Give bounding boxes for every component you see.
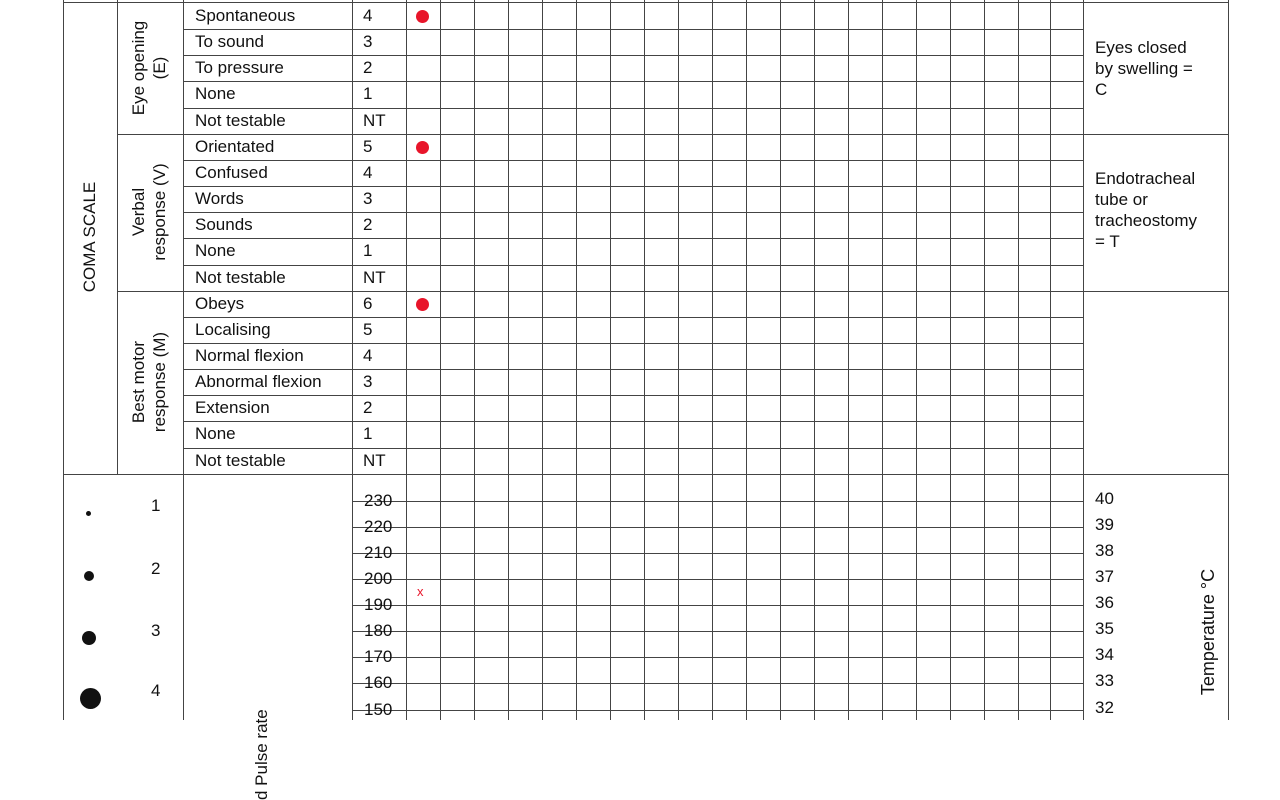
criterion-label: Sounds xyxy=(195,215,253,235)
score-value: 3 xyxy=(363,189,373,209)
pulse-tick-label: 230 xyxy=(364,490,393,510)
note-line: tracheostomy xyxy=(1095,210,1198,230)
temperature-tick-label: 39 xyxy=(1095,514,1114,534)
row-line xyxy=(183,448,1083,449)
criterion-label: None xyxy=(195,84,236,104)
section-label-line: Verbal xyxy=(129,188,148,237)
criterion-label: Not testable xyxy=(195,450,286,470)
row-line xyxy=(183,421,1083,422)
temperature-tick-label: 33 xyxy=(1095,671,1114,691)
row-line xyxy=(183,186,1083,187)
score-value: 2 xyxy=(363,215,373,235)
section-label xyxy=(128,262,172,502)
frame-line xyxy=(63,474,1228,475)
section-label-line: (E) xyxy=(150,57,169,80)
pulse-tick-label: 180 xyxy=(364,621,393,641)
pulse-tick-label: 200 xyxy=(364,569,393,588)
note-line: tube or xyxy=(1095,189,1148,209)
criterion-label: None xyxy=(195,241,236,261)
temperature-tick-label: 36 xyxy=(1095,593,1114,613)
section-label-line: response (M) xyxy=(150,332,169,433)
note-line: Endotracheal xyxy=(1095,168,1196,188)
frame-line xyxy=(63,0,64,720)
section-note xyxy=(1095,37,1193,100)
pulse-tick-label: 170 xyxy=(364,647,393,667)
note-line: C xyxy=(1095,80,1108,99)
criterion-label: Normal flexion xyxy=(195,345,304,365)
score-value: 1 xyxy=(363,424,373,444)
grid-row-line xyxy=(352,527,1083,528)
grid-row-line xyxy=(352,501,1083,502)
row-line xyxy=(183,343,1083,344)
row-line xyxy=(183,55,1083,56)
score-value: NT xyxy=(363,450,386,470)
grid-row-line xyxy=(352,553,1083,554)
pulse-tick-label: 190 xyxy=(364,595,393,615)
grid-row-line xyxy=(352,657,1083,658)
section-note xyxy=(1095,168,1197,252)
temperature-tick-label: 40 xyxy=(1095,488,1114,508)
pulse-tick-label: 210 xyxy=(364,542,393,562)
criterion-label: To sound xyxy=(195,32,264,52)
score-value: 1 xyxy=(363,84,373,104)
criterion-label: To pressure xyxy=(195,58,284,78)
pulse-tick-label: 160 xyxy=(364,673,393,693)
row-line xyxy=(183,395,1083,396)
row-line xyxy=(183,108,1083,109)
criterion-label: Obeys xyxy=(195,293,245,313)
score-value: 4 xyxy=(363,6,373,25)
note-line: = T xyxy=(1095,231,1120,251)
pulse-tick-label: 150 xyxy=(364,699,393,719)
temperature-tick-label: 35 xyxy=(1095,619,1114,639)
note-line: Eyes closed xyxy=(1095,38,1187,57)
score-value: NT xyxy=(363,267,386,287)
grid-column-line xyxy=(1083,0,1084,720)
frame-line xyxy=(117,0,118,474)
grid-row-line xyxy=(352,579,1083,580)
pupil-size-dot xyxy=(84,571,94,581)
row-line xyxy=(183,317,1083,318)
note-line: by swelling = xyxy=(1095,59,1193,78)
pupil-size-dot xyxy=(82,631,96,645)
pulse-marker: x xyxy=(417,584,424,600)
frame-line xyxy=(1228,0,1229,720)
observation-dot xyxy=(416,10,429,23)
section-label-line: Best motor xyxy=(129,341,148,424)
score-value: 4 xyxy=(363,162,373,182)
temperature-tick-label: 32 xyxy=(1095,697,1114,717)
criterion-label: Spontaneous xyxy=(195,6,296,25)
score-value: 5 xyxy=(363,319,373,339)
row-line xyxy=(183,160,1083,161)
temperature-tick-label: 37 xyxy=(1095,567,1114,586)
grid-row-line xyxy=(352,631,1083,632)
row-line xyxy=(183,369,1083,370)
criterion-label: Not testable xyxy=(195,110,286,130)
grid-row-line xyxy=(352,605,1083,606)
score-value: 6 xyxy=(363,293,373,313)
section-label-line: Eye opening xyxy=(129,21,148,116)
row-line xyxy=(183,212,1083,213)
temperature-tick-label: 38 xyxy=(1095,540,1114,560)
pupil-size-dot xyxy=(80,688,101,709)
pupil-size-label: 3 xyxy=(151,621,161,640)
grid-row-line xyxy=(352,710,1083,711)
score-value: 2 xyxy=(363,398,373,418)
criterion-label: Extension xyxy=(195,398,270,418)
criterion-label: Localising xyxy=(195,319,271,339)
criterion-label: Not testable xyxy=(195,267,286,287)
frame-line xyxy=(63,2,1228,3)
section-border xyxy=(117,134,1228,135)
section-border xyxy=(117,291,1228,292)
score-value: 2 xyxy=(363,58,373,78)
score-value: 5 xyxy=(363,136,373,156)
observation-dot xyxy=(416,298,429,311)
row-line xyxy=(183,238,1083,239)
pupil-size-label: 1 xyxy=(151,496,161,515)
row-line xyxy=(183,265,1083,266)
criterion-label: Confused xyxy=(195,162,268,182)
row-line xyxy=(183,81,1083,82)
criterion-label: Abnormal flexion xyxy=(195,372,322,392)
pupil-size-dot xyxy=(86,511,91,516)
temperature-tick-label: 34 xyxy=(1095,645,1114,665)
row-line xyxy=(183,29,1083,30)
observation-dot xyxy=(416,141,429,154)
criterion-label: Orientated xyxy=(195,136,275,156)
score-value: 3 xyxy=(363,372,373,392)
coma-scale-title: COMA SCALE xyxy=(80,181,99,293)
score-value: 3 xyxy=(363,32,373,52)
pupil-size-label: 4 xyxy=(151,681,161,700)
score-value: 4 xyxy=(363,345,373,365)
score-value: NT xyxy=(363,110,386,130)
section-label-line: response (V) xyxy=(150,163,169,261)
criterion-label: Words xyxy=(195,189,244,209)
temperature-axis-label: Temperature °C xyxy=(1198,568,1218,696)
pupil-size-label: 2 xyxy=(151,559,161,578)
pulse-axis-label: d Pulse rate xyxy=(252,709,271,800)
criterion-label: None xyxy=(195,424,236,444)
score-value: 1 xyxy=(363,241,373,261)
grid-row-line xyxy=(352,683,1083,684)
pulse-tick-label: 220 xyxy=(364,516,393,536)
